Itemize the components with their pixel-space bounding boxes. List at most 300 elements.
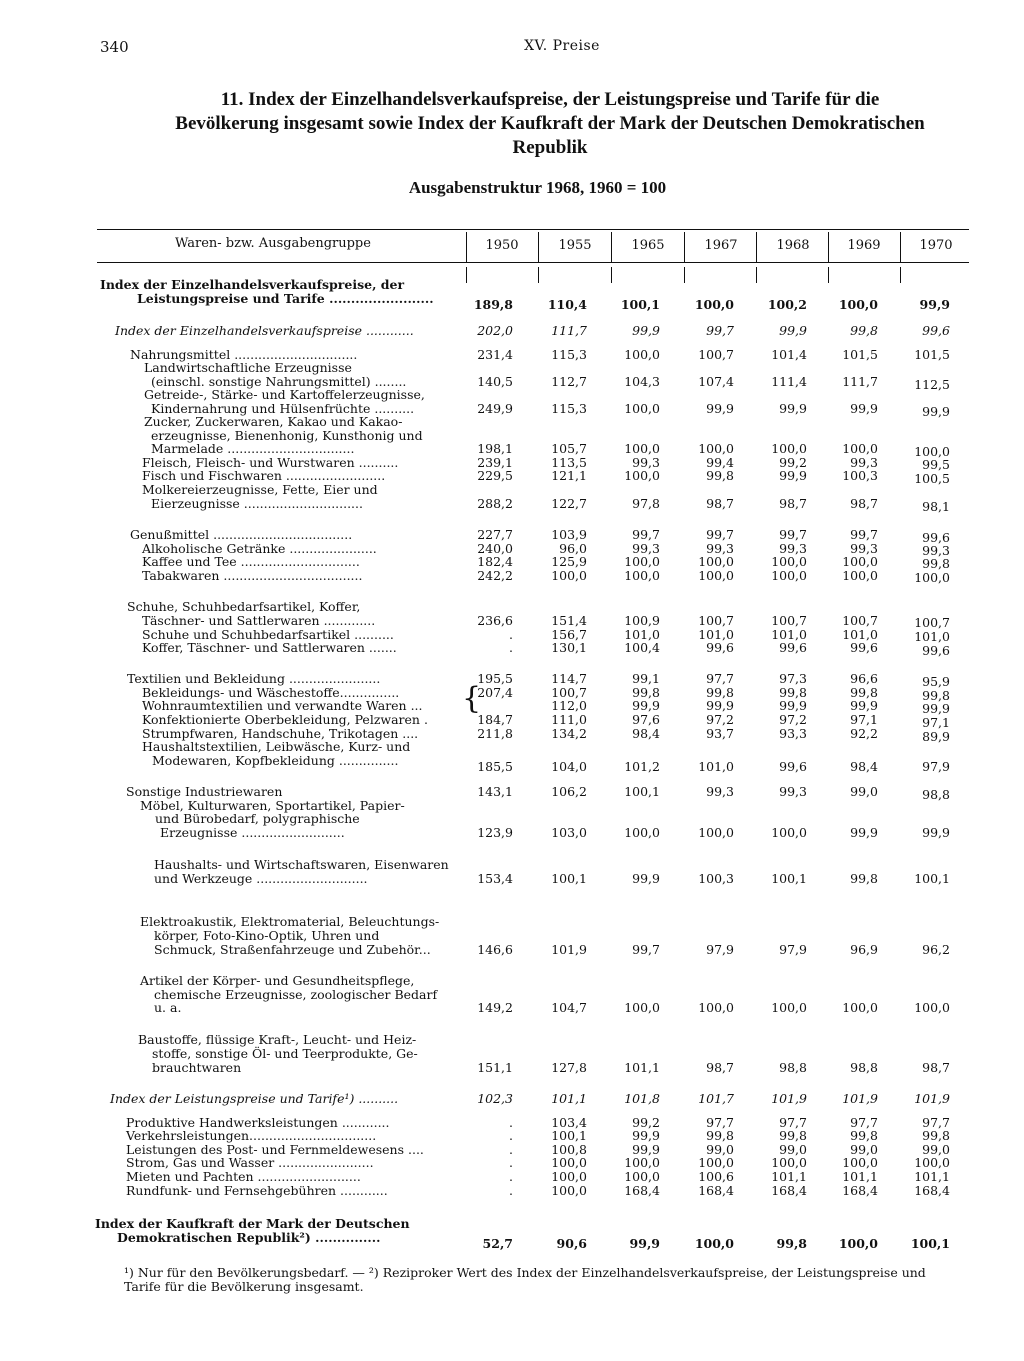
cell-1968: 100,0 xyxy=(771,568,807,583)
cell-1955: 105,7 xyxy=(551,441,587,456)
cell-1955: 100,0 xyxy=(551,1169,587,1184)
cell-1968: 99,9 xyxy=(779,698,807,713)
row-label: Strumpfwaren, Handschuhe, Trikotagen .... xyxy=(142,726,419,741)
cell-1950: 189,8 xyxy=(473,297,513,312)
cell-1968: 99,9 xyxy=(779,468,807,483)
row-label: Konfektionierte Oberbekleidung, Pelzwaren . xyxy=(142,712,428,727)
cell-1955: 125,9 xyxy=(551,554,587,569)
cell-1969: 99,6 xyxy=(850,640,878,655)
row-label: Textilien und Bekleidung ....................... xyxy=(127,671,381,686)
table-subtitle: Ausgabenstruktur 1968, 1960 = 100 xyxy=(408,178,667,197)
cell-1955: 130,1 xyxy=(551,640,587,655)
column-separator xyxy=(756,232,757,262)
row-label: Schuhe, Schuhbedarfsartikel, Koffer, xyxy=(127,599,361,614)
cell-1955: 121,1 xyxy=(551,468,587,483)
cell-1965: 104,3 xyxy=(624,374,660,389)
row-label: Artikel der Körper- und Gesundheitspflege, xyxy=(140,973,415,988)
cell-1950: . xyxy=(509,1183,513,1198)
cell-1950: . xyxy=(509,1115,513,1130)
cell-1965: 99,9 xyxy=(629,1236,660,1251)
row-label: erzeugnisse, Bienenhonig, Kunsthonig und xyxy=(151,428,423,443)
cell-1969: 99,0 xyxy=(850,784,878,799)
row-label: (einschl. sonstige Nahrungsmittel) ........ xyxy=(151,374,407,389)
table-row xyxy=(0,468,1024,486)
cell-1967: 99,9 xyxy=(706,401,734,416)
cell-1950: 140,5 xyxy=(477,374,513,389)
cell-1965: 100,1 xyxy=(624,784,660,799)
cell-1955: 100,0 xyxy=(551,1183,587,1198)
cell-1968: 99,3 xyxy=(779,784,807,799)
year-header-1970: 1970 xyxy=(919,238,953,253)
cell-1955: 156,7 xyxy=(551,627,587,642)
cell-1950: 239,1 xyxy=(477,455,513,470)
cell-1965: 99,9 xyxy=(632,698,660,713)
cell-1969: 100,0 xyxy=(842,441,878,456)
cell-1968: 101,0 xyxy=(771,627,807,642)
footnote-line-2: Tarife für die Bevölkerung insgesamt. xyxy=(124,1279,364,1294)
table-row xyxy=(0,1170,1024,1183)
cell-1970: 96,2 xyxy=(922,942,950,957)
cell-1965: 99,2 xyxy=(632,1115,660,1130)
row-label: Verkehrsleistungen................................ xyxy=(126,1128,377,1143)
cell-1950: 207,4 xyxy=(477,685,513,700)
cell-1955: 100,1 xyxy=(551,871,587,886)
cell-1970: 100,5 xyxy=(914,471,950,486)
table-row xyxy=(0,1061,1024,1074)
cell-1970: 99,8 xyxy=(922,688,950,703)
table-row xyxy=(0,361,1024,374)
cell-1970: 99,6 xyxy=(922,323,950,338)
cell-1970: 101,1 xyxy=(914,1169,950,1184)
year-header-1967: 1967 xyxy=(704,238,738,253)
row-label: Genußmittel ................................... xyxy=(130,527,353,542)
cell-1965: 99,8 xyxy=(632,685,660,700)
cell-1968: 98,8 xyxy=(779,1060,807,1075)
row-label: Landwirtschaftliche Erzeugnisse xyxy=(144,360,352,375)
cell-1965: 100,0 xyxy=(624,554,660,569)
row-label: Erzeugnisse .......................... xyxy=(160,825,345,840)
cell-1967: 99,9 xyxy=(706,698,734,713)
cell-1965: 99,3 xyxy=(632,541,660,556)
cell-1968: 93,3 xyxy=(779,726,807,741)
cell-1968: 168,4 xyxy=(771,1183,807,1198)
cell-1965: 100,0 xyxy=(624,1169,660,1184)
row-label: körper, Foto-Kino-Optik, Uhren und xyxy=(154,928,380,943)
row-label: Fisch und Fischwaren ......................... xyxy=(142,468,386,483)
cell-1967: 100,0 xyxy=(694,297,734,312)
cell-1970: 97,7 xyxy=(922,1115,950,1130)
cell-1955: 101,1 xyxy=(551,1091,587,1106)
cell-1950: . xyxy=(509,1142,513,1157)
footnote-line-1: ¹) Nur für den Bevölkerungsbedarf. — ²) Reziproker Wert des Index der Einzelhandelsverkaufspreise, der Leistungspreise und xyxy=(124,1265,926,1280)
cell-1968: 97,2 xyxy=(779,712,807,727)
cell-1965: 100,0 xyxy=(624,441,660,456)
cell-1965: 100,1 xyxy=(620,297,660,312)
cell-1965: 101,1 xyxy=(624,1060,660,1075)
cell-1968: 99,8 xyxy=(776,1236,807,1251)
cell-1970: 95,9 xyxy=(922,674,950,689)
row-label: Marmelade ................................ xyxy=(151,441,355,456)
cell-1955: 100,7 xyxy=(551,685,587,700)
page-number: 340 xyxy=(100,38,129,56)
cell-1965: 100,0 xyxy=(624,825,660,840)
cell-1969: 100,0 xyxy=(842,1155,878,1170)
cell-1968: 101,4 xyxy=(771,347,807,362)
cell-1967: 99,0 xyxy=(706,1142,734,1157)
table-row xyxy=(0,496,1024,514)
cell-1950: 153,4 xyxy=(477,871,513,886)
row-label: Elektroakustik, Elektromaterial, Beleuchtungs- xyxy=(140,914,440,929)
cell-1970: 99,6 xyxy=(922,643,950,658)
cell-1970: 99,9 xyxy=(922,404,950,419)
title-line-1: 11. Index der Einzelhandelsverkaufspreise, der Leistungspreise und Tarife für die xyxy=(220,89,880,110)
cell-1968: 97,7 xyxy=(779,1115,807,1130)
cell-1968: 111,4 xyxy=(771,374,807,389)
cell-1970: 99,9 xyxy=(922,701,950,716)
cell-1969: 99,8 xyxy=(850,323,878,338)
cell-1968: 97,9 xyxy=(779,942,807,957)
table-row xyxy=(0,799,1024,812)
cell-1969: 101,5 xyxy=(842,347,878,362)
cell-1967: 100,0 xyxy=(698,568,734,583)
table-row xyxy=(0,712,1024,730)
cell-1970: 97,9 xyxy=(922,759,950,774)
cell-1970: 99,3 xyxy=(922,543,950,558)
cell-1967: 97,2 xyxy=(706,712,734,727)
cell-1955: 110,4 xyxy=(547,297,587,312)
cell-1969: 100,0 xyxy=(842,554,878,569)
row-label: Index der Leistungspreise und Tarife¹) .......... xyxy=(110,1091,399,1106)
cell-1970: 168,4 xyxy=(914,1183,950,1198)
cell-1970: 100,0 xyxy=(914,1000,950,1015)
cell-1965: 99,9 xyxy=(632,323,660,338)
cell-1969: 99,8 xyxy=(850,1128,878,1143)
cell-1950: 227,7 xyxy=(477,527,513,542)
cell-1969: 111,7 xyxy=(842,374,878,389)
column-separator xyxy=(900,232,901,262)
cell-1950: 229,5 xyxy=(477,468,513,483)
cell-1967: 98,7 xyxy=(706,496,734,511)
cell-1968: 100,0 xyxy=(771,1000,807,1015)
cell-1967: 100,0 xyxy=(698,825,734,840)
cell-1950: 123,9 xyxy=(477,825,513,840)
cell-1965: 97,8 xyxy=(632,496,660,511)
cell-1950: 249,9 xyxy=(477,401,513,416)
cell-1967: 93,7 xyxy=(706,726,734,741)
cell-1967: 101,0 xyxy=(698,759,734,774)
cell-1965: 100,0 xyxy=(624,401,660,416)
cell-1967: 100,0 xyxy=(698,1000,734,1015)
cell-1950: 182,4 xyxy=(477,554,513,569)
year-header-1968: 1968 xyxy=(776,238,810,253)
cell-1969: 99,8 xyxy=(850,871,878,886)
cell-1968: 98,7 xyxy=(779,496,807,511)
cell-1969: 99,9 xyxy=(850,698,878,713)
cell-1968: 99,6 xyxy=(779,759,807,774)
cell-1965: 100,0 xyxy=(624,1000,660,1015)
cell-1955: 104,7 xyxy=(551,1000,587,1015)
cell-1950: 202,0 xyxy=(477,323,513,338)
cell-1950: 242,2 xyxy=(477,568,513,583)
cell-1967: 98,7 xyxy=(706,1060,734,1075)
cell-1950: 198,1 xyxy=(477,441,513,456)
row-label: und Bürobedarf, polygraphische xyxy=(155,811,360,826)
column-separator xyxy=(684,232,685,262)
row-label: Bekleidungs- und Wäschestoffe............... xyxy=(142,685,400,700)
cell-1969: 98,8 xyxy=(850,1060,878,1075)
cell-1965: 101,8 xyxy=(624,1091,660,1106)
cell-1950: 211,8 xyxy=(477,726,513,741)
cell-1955: 115,3 xyxy=(551,401,587,416)
cell-1950: 102,3 xyxy=(477,1091,513,1106)
cell-1965: 100,4 xyxy=(624,640,660,655)
cell-1967: 100,7 xyxy=(698,347,734,362)
cell-1968: 99,8 xyxy=(779,1128,807,1143)
cell-1969: 100,0 xyxy=(842,1000,878,1015)
cell-1955: 115,3 xyxy=(551,347,587,362)
row-label: stoffe, sonstige Öl- und Teerprodukte, Ge- xyxy=(152,1046,418,1061)
cell-1970: 101,5 xyxy=(914,347,950,362)
row-label: Index der Einzelhandelsverkaufspreise, der xyxy=(100,277,405,292)
row-label: Sonstige Industriewaren xyxy=(126,784,283,799)
cell-1950: . xyxy=(509,1169,513,1184)
cell-1967: 101,0 xyxy=(698,627,734,642)
cell-1965: 101,2 xyxy=(624,759,660,774)
cell-1970: 98,1 xyxy=(922,499,950,514)
row-label: Schmuck, Straßenfahrzeuge und Zubehör... xyxy=(154,942,431,957)
cell-1969: 99,3 xyxy=(850,541,878,556)
column-separator xyxy=(538,232,539,262)
cell-1955: 106,2 xyxy=(551,784,587,799)
cell-1970: 100,0 xyxy=(914,1155,950,1170)
table-row xyxy=(0,974,1024,987)
cell-1950: 185,5 xyxy=(477,759,513,774)
cell-1955: 100,0 xyxy=(551,568,587,583)
cell-1955: 112,0 xyxy=(551,698,587,713)
cell-1950: 52,7 xyxy=(482,1236,513,1251)
table-row xyxy=(0,441,1024,459)
cell-1969: 168,4 xyxy=(842,1183,878,1198)
cell-1970: 98,7 xyxy=(922,1060,950,1075)
cell-1967: 168,4 xyxy=(698,1183,734,1198)
cell-1967: 99,4 xyxy=(706,455,734,470)
cell-1955: 113,5 xyxy=(551,455,587,470)
table-row xyxy=(0,278,1024,291)
cell-1965: 99,9 xyxy=(632,1142,660,1157)
table-header-rule xyxy=(97,262,969,263)
cell-1967: 100,0 xyxy=(698,554,734,569)
cell-1969: 100,0 xyxy=(838,297,878,312)
cell-1955: 90,6 xyxy=(556,1236,587,1251)
cell-1950: . xyxy=(509,1128,513,1143)
row-label: Rundfunk- und Fernsehgebühren ............ xyxy=(126,1183,388,1198)
cell-1969: 101,1 xyxy=(842,1169,878,1184)
cell-1955: 103,0 xyxy=(551,825,587,840)
cell-1970: 99,5 xyxy=(922,457,950,472)
table-row xyxy=(0,1092,1024,1105)
cell-1969: 98,7 xyxy=(850,496,878,511)
cell-1967: 100,0 xyxy=(698,1155,734,1170)
cell-1970: 99,0 xyxy=(922,1142,950,1157)
cell-1969: 99,9 xyxy=(850,401,878,416)
cell-1955: 100,8 xyxy=(551,1142,587,1157)
table-row xyxy=(0,858,1024,871)
cell-1967: 99,7 xyxy=(706,527,734,542)
table-row xyxy=(0,554,1024,571)
table-row xyxy=(0,600,1024,613)
cell-1968: 99,7 xyxy=(779,527,807,542)
cell-1969: 99,3 xyxy=(850,455,878,470)
cell-1967: 97,9 xyxy=(706,942,734,957)
cell-1969: 101,0 xyxy=(842,627,878,642)
cell-1969: 97,1 xyxy=(850,712,878,727)
cell-1955: 111,7 xyxy=(551,323,587,338)
row-label: Getreide-, Stärke- und Kartoffelerzeugnisse, xyxy=(144,387,425,402)
cell-1955: 103,4 xyxy=(551,1115,587,1130)
cell-1955: 112,7 xyxy=(551,374,587,389)
cell-1955: 100,0 xyxy=(551,1155,587,1170)
cell-1955: 127,8 xyxy=(551,1060,587,1075)
cell-1950: 288,2 xyxy=(477,496,513,511)
table-row xyxy=(0,753,1024,774)
cell-1968: 99,9 xyxy=(779,323,807,338)
table-row xyxy=(0,1217,1024,1230)
table-row xyxy=(0,291,1024,312)
cell-1970: 98,8 xyxy=(922,787,950,802)
table-row xyxy=(0,826,1024,839)
row-label: Alkoholische Getränke ...................... xyxy=(142,541,377,556)
title-line-3: Republik xyxy=(512,137,588,158)
row-label: Schuhe und Schuhbedarfsartikel .......... xyxy=(142,627,394,642)
table-row xyxy=(0,1047,1024,1060)
cell-1965: 101,0 xyxy=(624,627,660,642)
table-top-rule xyxy=(97,229,969,230)
row-label: Nahrungsmittel ............................... xyxy=(130,347,358,362)
cell-1968: 99,3 xyxy=(779,541,807,556)
cell-1967: 99,6 xyxy=(706,640,734,655)
table-row xyxy=(0,1033,1024,1046)
cell-1967: 99,8 xyxy=(706,1128,734,1143)
cell-1950: 184,7 xyxy=(477,712,513,727)
table-row xyxy=(0,1129,1024,1142)
cell-1950: 149,2 xyxy=(477,1000,513,1015)
table-row xyxy=(0,784,1024,802)
table-row xyxy=(0,929,1024,942)
row-label: Baustoffe, flüssige Kraft-, Leucht- und Heiz- xyxy=(138,1032,417,1047)
title-line-2: Bevölkerung insgesamt sowie Index der Kaufkraft der Mark der Deutschen Demokratischen xyxy=(175,113,925,134)
cell-1969: 100,0 xyxy=(842,568,878,583)
row-label: Zucker, Zuckerwaren, Kakao und Kakao- xyxy=(144,414,403,429)
cell-1968: 99,8 xyxy=(779,685,807,700)
table-row xyxy=(0,1230,1024,1251)
row-label: Haushalts- und Wirtschaftswaren, Eisenwaren xyxy=(154,857,449,872)
cell-1965: 168,4 xyxy=(624,1183,660,1198)
year-header-1955: 1955 xyxy=(558,238,592,253)
cell-1950: 151,1 xyxy=(477,1060,513,1075)
cell-1967: 99,8 xyxy=(706,468,734,483)
row-label: Tabakwaren ................................... xyxy=(142,568,363,583)
cell-1955: 114,7 xyxy=(551,671,587,686)
table-row xyxy=(0,324,1024,337)
cell-1968: 100,0 xyxy=(771,1155,807,1170)
row-label: Wohnraumtextilien und verwandte Waren ... xyxy=(142,698,423,713)
row-label: Kindernahrung und Hülsenfrüchte .......... xyxy=(151,401,415,416)
cell-1965: 99,7 xyxy=(632,527,660,542)
running-head: XV. Preise xyxy=(524,38,600,54)
cell-1967: 97,7 xyxy=(706,671,734,686)
row-label: u. a. xyxy=(154,1000,182,1015)
table-row xyxy=(0,640,1024,658)
cell-1968: 99,0 xyxy=(779,1142,807,1157)
cell-1969: 99,0 xyxy=(850,1142,878,1157)
cell-1970: 101,0 xyxy=(914,629,950,644)
table-row xyxy=(0,872,1024,885)
cell-1969: 99,9 xyxy=(850,825,878,840)
table-row xyxy=(0,1156,1024,1169)
column-separator xyxy=(611,232,612,262)
row-label: Fleisch, Fleisch- und Wurstwaren .......... xyxy=(142,455,399,470)
cell-1970: 97,1 xyxy=(922,715,950,730)
table-row xyxy=(0,671,1024,689)
cell-1967: 97,7 xyxy=(706,1115,734,1130)
cell-1967: 100,3 xyxy=(698,871,734,886)
year-header-1965: 1965 xyxy=(631,238,665,253)
cell-1950: . xyxy=(509,640,513,655)
cell-1967: 100,7 xyxy=(698,613,734,628)
cell-1955: 122,7 xyxy=(551,496,587,511)
table-title xyxy=(120,88,980,160)
cell-1968: 99,2 xyxy=(779,455,807,470)
column-separator xyxy=(828,232,829,262)
cell-1968: 101,9 xyxy=(771,1091,807,1106)
cell-1965: 99,3 xyxy=(632,455,660,470)
cell-1965: 100,0 xyxy=(624,347,660,362)
cell-1969: 101,9 xyxy=(842,1091,878,1106)
table-row xyxy=(0,740,1024,753)
year-header-1950: 1950 xyxy=(485,238,519,253)
row-label: Eierzeugnisse .............................. xyxy=(151,496,363,511)
cell-1969: 100,0 xyxy=(838,1236,878,1251)
table-row xyxy=(0,1001,1024,1014)
cell-1968: 100,7 xyxy=(771,613,807,628)
cell-1965: 100,0 xyxy=(624,468,660,483)
cell-1968: 100,1 xyxy=(771,871,807,886)
cell-1955: 101,9 xyxy=(551,942,587,957)
cell-1970: 100,0 xyxy=(914,444,950,459)
cell-1955: 104,0 xyxy=(551,759,587,774)
row-label: Haushaltstextilien, Leibwäsche, Kurz- und xyxy=(142,739,411,754)
cell-1967: 99,8 xyxy=(706,685,734,700)
cell-1955: 103,9 xyxy=(551,527,587,542)
cell-1965: 97,6 xyxy=(632,712,660,727)
cell-1968: 99,9 xyxy=(779,401,807,416)
cell-1969: 98,4 xyxy=(850,759,878,774)
cell-1965: 99,9 xyxy=(632,1128,660,1143)
table-row xyxy=(0,388,1024,401)
cell-1970: 99,9 xyxy=(919,297,950,312)
header-label: Waren- bzw. Ausgabengruppe xyxy=(175,236,371,251)
row-label: brauchtwaren xyxy=(152,1060,242,1075)
row-label: Leistungen des Post- und Fernmeldewesens .... xyxy=(126,1142,424,1157)
year-header-1969: 1969 xyxy=(847,238,881,253)
cell-1965: 99,7 xyxy=(632,942,660,957)
cell-1955: 111,0 xyxy=(551,712,587,727)
cell-1970: 100,1 xyxy=(910,1236,950,1251)
cell-1968: 97,3 xyxy=(779,671,807,686)
row-label: Leistungspreise und Tarife ........................ xyxy=(137,291,434,306)
table-row xyxy=(0,415,1024,428)
table-row xyxy=(0,568,1024,585)
